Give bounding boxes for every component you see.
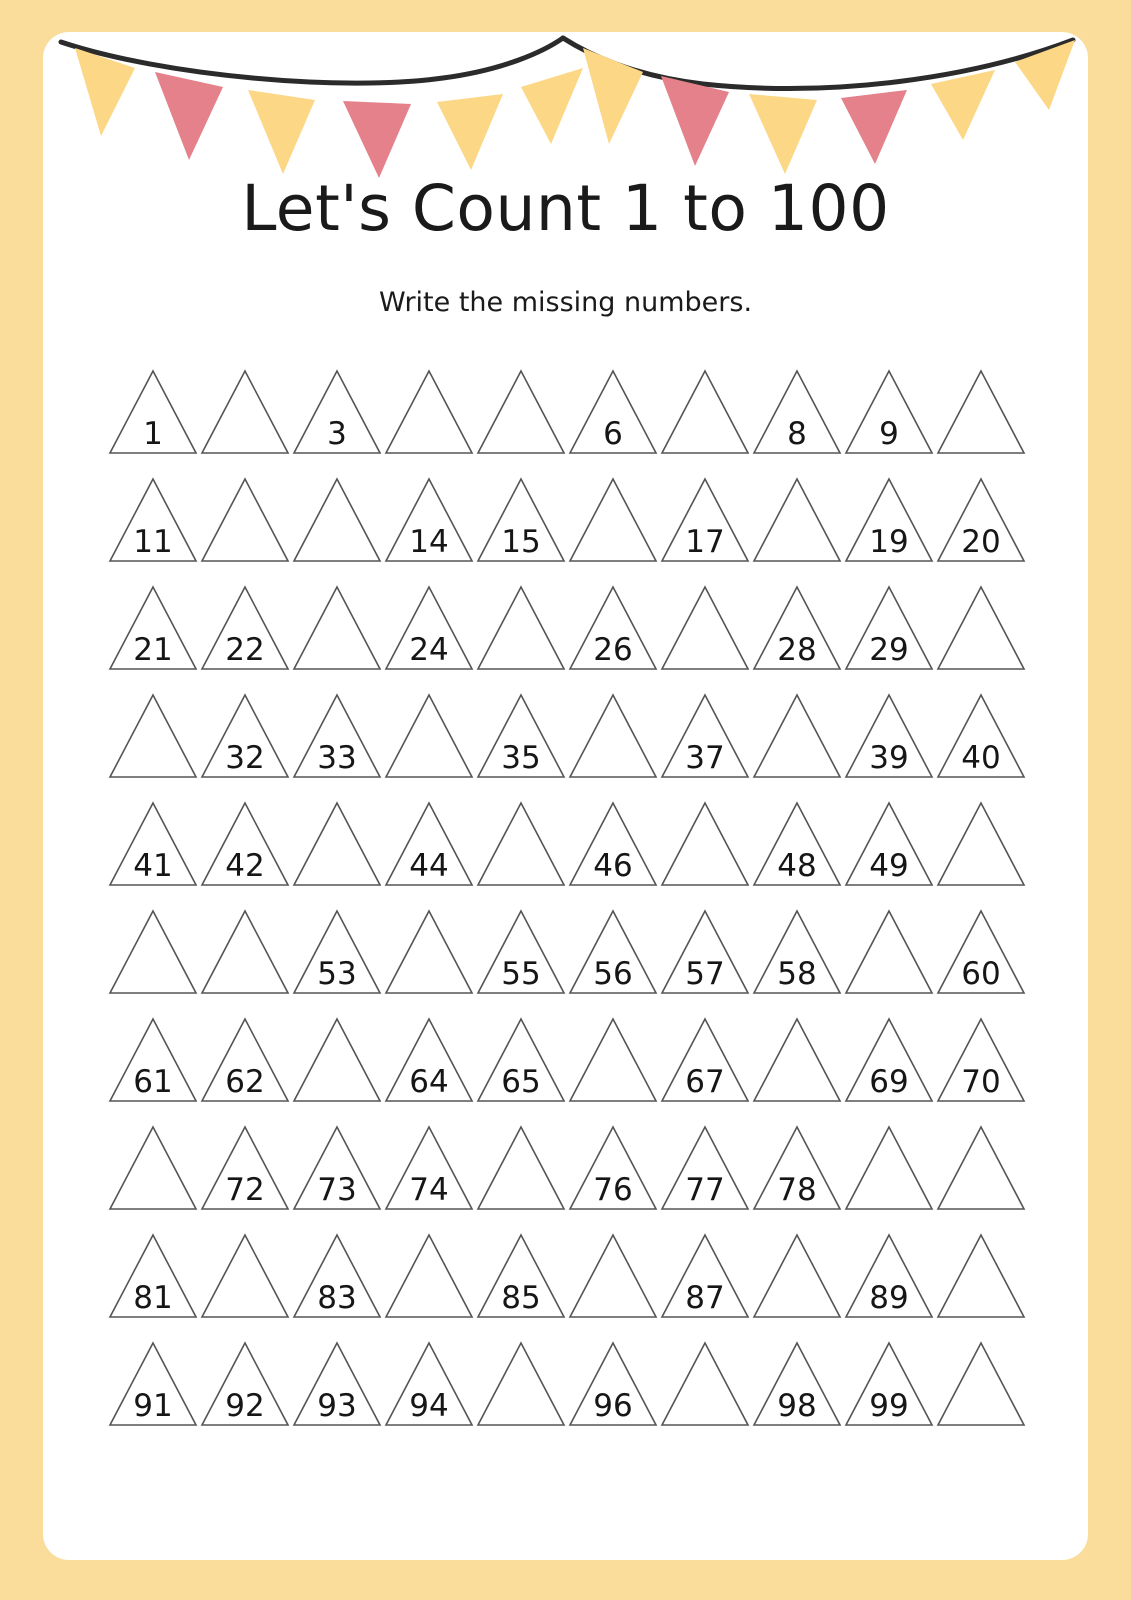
number-triangle-filled bbox=[383, 1340, 475, 1428]
number-triangle-filled bbox=[475, 908, 567, 996]
number-triangle-filled bbox=[383, 1016, 475, 1104]
number-triangle-blank[interactable] bbox=[659, 800, 751, 888]
triangle-icon bbox=[383, 692, 475, 780]
number-triangle-filled bbox=[291, 908, 383, 996]
number-label: 76 bbox=[593, 1172, 633, 1208]
number-triangle-blank[interactable] bbox=[935, 800, 1027, 888]
number-label: 93 bbox=[317, 1388, 357, 1424]
number-label: 32 bbox=[225, 740, 265, 776]
triangle-icon bbox=[475, 584, 567, 672]
number-triangle-filled bbox=[659, 1016, 751, 1104]
number-triangle-filled bbox=[751, 908, 843, 996]
number-triangle-filled bbox=[659, 692, 751, 780]
number-label: 53 bbox=[317, 956, 357, 992]
triangle-icon bbox=[199, 1232, 291, 1320]
number-triangle-filled bbox=[935, 476, 1027, 564]
triangle-icon bbox=[291, 800, 383, 888]
number-label: 41 bbox=[133, 848, 173, 884]
number-label: 37 bbox=[685, 740, 725, 776]
number-triangle-filled bbox=[107, 1340, 199, 1428]
number-triangle-blank[interactable] bbox=[659, 584, 751, 672]
number-label: 33 bbox=[317, 740, 357, 776]
number-triangle-blank[interactable] bbox=[935, 1340, 1027, 1428]
number-label: 55 bbox=[501, 956, 541, 992]
number-label: 81 bbox=[133, 1280, 173, 1316]
number-triangle-blank[interactable] bbox=[935, 1232, 1027, 1320]
number-triangle-filled bbox=[107, 584, 199, 672]
number-triangle-blank[interactable] bbox=[383, 908, 475, 996]
triangle-icon bbox=[475, 368, 567, 456]
triangle-icon bbox=[843, 1124, 935, 1212]
number-triangle-blank[interactable] bbox=[291, 800, 383, 888]
number-triangle-blank[interactable] bbox=[383, 368, 475, 456]
number-triangle-blank[interactable] bbox=[751, 692, 843, 780]
number-triangle-filled bbox=[751, 368, 843, 456]
number-label: 94 bbox=[409, 1388, 449, 1424]
number-label: 96 bbox=[593, 1388, 633, 1424]
number-label: 40 bbox=[961, 740, 1001, 776]
number-label: 21 bbox=[133, 632, 173, 668]
number-row bbox=[107, 1124, 1027, 1232]
number-triangle-blank[interactable] bbox=[843, 1124, 935, 1212]
number-label: 6 bbox=[603, 416, 623, 452]
number-label: 29 bbox=[869, 632, 909, 668]
triangle-icon bbox=[935, 368, 1027, 456]
number-row bbox=[107, 584, 1027, 692]
number-label: 87 bbox=[685, 1280, 725, 1316]
number-grid bbox=[107, 368, 1027, 1448]
number-triangle-blank[interactable] bbox=[751, 1232, 843, 1320]
triangle-icon bbox=[107, 692, 199, 780]
number-triangle-blank[interactable] bbox=[291, 476, 383, 564]
number-triangle-filled bbox=[751, 1124, 843, 1212]
triangle-icon bbox=[935, 1232, 1027, 1320]
number-triangle-filled bbox=[567, 908, 659, 996]
triangle-icon bbox=[659, 368, 751, 456]
number-triangle-blank[interactable] bbox=[475, 584, 567, 672]
number-triangle-filled bbox=[843, 1232, 935, 1320]
instruction-text: Write the missing numbers. bbox=[378, 287, 753, 318]
number-label: 19 bbox=[869, 524, 909, 560]
number-triangle-blank[interactable] bbox=[383, 692, 475, 780]
number-triangle-blank[interactable] bbox=[567, 1016, 659, 1104]
triangle-icon bbox=[751, 692, 843, 780]
number-triangle-filled bbox=[475, 692, 567, 780]
number-triangle-filled bbox=[567, 584, 659, 672]
number-row bbox=[107, 1340, 1027, 1448]
number-triangle-filled bbox=[567, 1124, 659, 1212]
number-triangle-filled bbox=[567, 368, 659, 456]
number-triangle-blank[interactable] bbox=[107, 908, 199, 996]
triangle-icon bbox=[199, 476, 291, 564]
number-triangle-filled bbox=[291, 1124, 383, 1212]
number-triangle-filled bbox=[199, 584, 291, 672]
number-triangle-filled bbox=[107, 1016, 199, 1104]
number-label: 77 bbox=[685, 1172, 725, 1208]
number-triangle-blank[interactable] bbox=[659, 1340, 751, 1428]
number-label: 83 bbox=[317, 1280, 357, 1316]
number-triangle-blank[interactable] bbox=[107, 1124, 199, 1212]
number-row bbox=[107, 1232, 1027, 1340]
number-label: 62 bbox=[225, 1064, 265, 1100]
triangle-icon bbox=[751, 1016, 843, 1104]
triangle-icon bbox=[383, 908, 475, 996]
triangle-icon bbox=[935, 1124, 1027, 1212]
number-triangle-filled bbox=[383, 476, 475, 564]
number-triangle-filled bbox=[935, 1016, 1027, 1104]
triangle-icon bbox=[935, 800, 1027, 888]
number-label: 99 bbox=[869, 1388, 909, 1424]
triangle-icon bbox=[291, 1016, 383, 1104]
number-triangle-filled bbox=[199, 1340, 291, 1428]
triangle-icon bbox=[475, 1340, 567, 1428]
triangle-icon bbox=[567, 476, 659, 564]
number-triangle-filled bbox=[843, 800, 935, 888]
triangle-icon bbox=[659, 584, 751, 672]
triangle-icon bbox=[199, 908, 291, 996]
number-label: 8 bbox=[787, 416, 807, 452]
number-label: 24 bbox=[409, 632, 449, 668]
number-label: 39 bbox=[869, 740, 909, 776]
number-label: 46 bbox=[593, 848, 633, 884]
worksheet-sheet bbox=[43, 32, 1088, 1560]
number-triangle-blank[interactable] bbox=[659, 368, 751, 456]
number-triangle-filled bbox=[383, 800, 475, 888]
number-triangle-filled bbox=[291, 1232, 383, 1320]
number-triangle-filled bbox=[751, 1340, 843, 1428]
number-triangle-blank[interactable] bbox=[935, 1124, 1027, 1212]
number-label: 1 bbox=[143, 416, 163, 452]
number-triangle-filled bbox=[935, 692, 1027, 780]
number-label: 26 bbox=[593, 632, 633, 668]
number-row bbox=[107, 800, 1027, 908]
triangle-icon bbox=[107, 908, 199, 996]
number-triangle-filled bbox=[291, 368, 383, 456]
number-label: 60 bbox=[961, 956, 1001, 992]
triangle-icon bbox=[475, 800, 567, 888]
number-triangle-filled bbox=[659, 476, 751, 564]
number-triangle-blank[interactable] bbox=[107, 692, 199, 780]
triangle-icon bbox=[843, 908, 935, 996]
number-row bbox=[107, 1016, 1027, 1124]
number-triangle-filled bbox=[107, 368, 199, 456]
number-triangle-filled bbox=[107, 476, 199, 564]
number-triangle-blank[interactable] bbox=[567, 692, 659, 780]
page-title: Let's Count 1 to 100 bbox=[241, 172, 890, 245]
number-label: 22 bbox=[225, 632, 265, 668]
number-triangle-blank[interactable] bbox=[475, 1340, 567, 1428]
number-label: 67 bbox=[685, 1064, 725, 1100]
number-triangle-blank[interactable] bbox=[199, 908, 291, 996]
number-label: 98 bbox=[777, 1388, 817, 1424]
number-label: 85 bbox=[501, 1280, 541, 1316]
number-label: 92 bbox=[225, 1388, 265, 1424]
triangle-icon bbox=[751, 1232, 843, 1320]
number-label: 14 bbox=[409, 524, 449, 560]
number-triangle-filled bbox=[843, 584, 935, 672]
number-triangle-filled bbox=[291, 1340, 383, 1428]
number-triangle-blank[interactable] bbox=[291, 584, 383, 672]
number-triangle-filled bbox=[751, 800, 843, 888]
number-label: 64 bbox=[409, 1064, 449, 1100]
number-label: 20 bbox=[961, 524, 1001, 560]
number-label: 74 bbox=[409, 1172, 449, 1208]
number-triangle-filled bbox=[751, 584, 843, 672]
number-triangle-filled bbox=[843, 476, 935, 564]
number-triangle-filled bbox=[107, 1232, 199, 1320]
triangle-icon bbox=[567, 1232, 659, 1320]
number-label: 57 bbox=[685, 956, 725, 992]
number-triangle-blank[interactable] bbox=[199, 368, 291, 456]
number-triangle-blank[interactable] bbox=[935, 368, 1027, 456]
number-triangle-blank[interactable] bbox=[751, 476, 843, 564]
number-triangle-blank[interactable] bbox=[475, 1124, 567, 1212]
number-triangle-filled bbox=[567, 1340, 659, 1428]
number-triangle-filled bbox=[199, 800, 291, 888]
number-row bbox=[107, 692, 1027, 800]
number-triangle-filled bbox=[843, 692, 935, 780]
number-triangle-filled bbox=[843, 368, 935, 456]
number-triangle-filled bbox=[843, 1340, 935, 1428]
number-triangle-filled bbox=[475, 1232, 567, 1320]
triangle-icon bbox=[383, 1232, 475, 1320]
number-label: 9 bbox=[879, 416, 899, 452]
number-label: 17 bbox=[685, 524, 725, 560]
number-label: 28 bbox=[777, 632, 817, 668]
number-label: 44 bbox=[409, 848, 449, 884]
number-label: 48 bbox=[777, 848, 817, 884]
number-label: 35 bbox=[501, 740, 541, 776]
number-label: 70 bbox=[961, 1064, 1001, 1100]
number-label: 89 bbox=[869, 1280, 909, 1316]
number-triangle-blank[interactable] bbox=[383, 1232, 475, 1320]
number-triangle-filled bbox=[383, 1124, 475, 1212]
triangle-icon bbox=[935, 584, 1027, 672]
number-label: 78 bbox=[777, 1172, 817, 1208]
number-row bbox=[107, 476, 1027, 584]
triangle-icon bbox=[475, 1124, 567, 1212]
number-triangle-filled bbox=[199, 1124, 291, 1212]
number-triangle-filled bbox=[291, 692, 383, 780]
triangle-icon bbox=[199, 368, 291, 456]
number-label: 42 bbox=[225, 848, 265, 884]
number-label: 61 bbox=[133, 1064, 173, 1100]
triangle-icon bbox=[659, 800, 751, 888]
number-triangle-blank[interactable] bbox=[199, 1232, 291, 1320]
number-triangle-filled bbox=[659, 1124, 751, 1212]
number-triangle-filled bbox=[475, 1016, 567, 1104]
number-row bbox=[107, 908, 1027, 1016]
number-triangle-blank[interactable] bbox=[475, 800, 567, 888]
number-triangle-blank[interactable] bbox=[843, 908, 935, 996]
number-label: 65 bbox=[501, 1064, 541, 1100]
triangle-icon bbox=[567, 692, 659, 780]
triangle-icon bbox=[291, 584, 383, 672]
number-label: 72 bbox=[225, 1172, 265, 1208]
number-triangle-blank[interactable] bbox=[475, 368, 567, 456]
number-triangle-filled bbox=[843, 1016, 935, 1104]
number-label: 56 bbox=[593, 956, 633, 992]
number-triangle-filled bbox=[659, 908, 751, 996]
number-triangle-filled bbox=[199, 1016, 291, 1104]
number-label: 58 bbox=[777, 956, 817, 992]
number-triangle-filled bbox=[199, 692, 291, 780]
number-triangle-filled bbox=[475, 476, 567, 564]
number-triangle-filled bbox=[107, 800, 199, 888]
number-label: 15 bbox=[501, 524, 541, 560]
number-triangle-filled bbox=[935, 908, 1027, 996]
number-triangle-filled bbox=[659, 1232, 751, 1320]
number-triangle-blank[interactable] bbox=[291, 1016, 383, 1104]
triangle-icon bbox=[659, 1340, 751, 1428]
number-label: 3 bbox=[327, 416, 347, 452]
triangle-icon bbox=[567, 1016, 659, 1104]
number-triangle-blank[interactable] bbox=[751, 1016, 843, 1104]
number-triangle-blank[interactable] bbox=[567, 476, 659, 564]
number-triangle-blank[interactable] bbox=[199, 476, 291, 564]
triangle-icon bbox=[751, 476, 843, 564]
triangle-icon bbox=[291, 476, 383, 564]
triangle-icon bbox=[383, 368, 475, 456]
number-triangle-filled bbox=[383, 584, 475, 672]
number-row bbox=[107, 368, 1027, 476]
triangle-icon bbox=[107, 1124, 199, 1212]
number-label: 91 bbox=[133, 1388, 173, 1424]
number-triangle-blank[interactable] bbox=[567, 1232, 659, 1320]
number-label: 11 bbox=[133, 524, 173, 560]
number-triangle-filled bbox=[567, 800, 659, 888]
number-label: 73 bbox=[317, 1172, 357, 1208]
number-label: 49 bbox=[869, 848, 909, 884]
triangle-icon bbox=[935, 1340, 1027, 1428]
number-label: 69 bbox=[869, 1064, 909, 1100]
number-triangle-blank[interactable] bbox=[935, 584, 1027, 672]
